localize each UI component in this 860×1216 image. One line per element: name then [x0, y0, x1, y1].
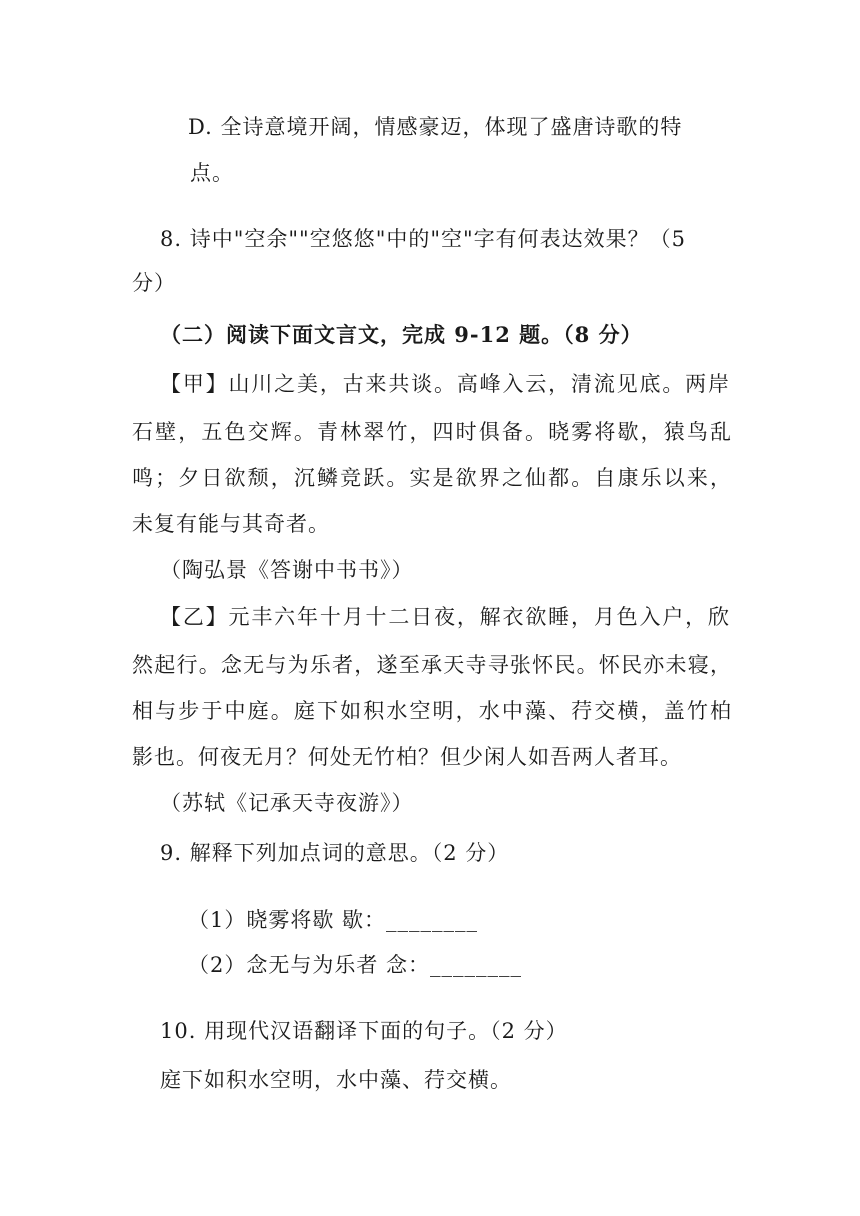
section-2-heading: （二）阅读下面文言文，完成 9-12 题。（8 分） — [160, 322, 643, 347]
passage-yi-line-3: 相与步于中庭。庭下如积水空明，水中藻、荇交横，盖竹柏 — [132, 699, 732, 723]
passage-yi-line-1: 【乙】元丰六年十月十二日夜，解衣欲睡，月色入户，欣 — [160, 605, 730, 629]
passage-jia-line-3: 鸣；夕日欲颓，沉鳞竞跃。实是欲界之仙都。自康乐以来， — [132, 466, 732, 490]
question-9-prompt: 9. 解释下列加点词的意思。（2 分） — [160, 841, 510, 865]
passage-yi-line-4: 影也。何夜无月？何处无竹柏？但少闲人如吾两人者耳。 — [132, 745, 682, 769]
passage-yi-source: （苏轼《记承天寺夜游》） — [160, 791, 414, 815]
passage-jia-line-1: 【甲】山川之美，古来共谈。高峰入云，清流见底。两岸 — [160, 372, 730, 396]
option-d-line-1: D. 全诗意境开阔，情感豪迈，体现了盛唐诗歌的特 — [188, 115, 683, 139]
question-10-sentence: 庭下如积水空明，水中藻、荇交横。 — [160, 1068, 512, 1092]
passage-yi-line-2: 然起行。念无与为乐者，遂至承天寺寻张怀民。怀民亦未寝， — [132, 653, 732, 677]
option-d-line-2: 点。 — [190, 161, 234, 185]
question-8-line-2: 分） — [132, 271, 176, 295]
question-9-item-1: （1）晓雾将歇 歇：________ — [188, 908, 479, 932]
question-10-prompt: 10. 用现代汉语翻译下面的句子。（2 分） — [160, 1019, 568, 1043]
question-8-line-1: 8. 诗中"空余""空悠悠"中的"空"字有何表达效果？（5 — [160, 227, 687, 251]
passage-jia-line-4: 未复有能与其奇者。 — [132, 512, 330, 536]
question-9-item-2: （2）念无与为乐者 念：________ — [188, 953, 523, 977]
passage-jia-source: （陶弘景《答谢中书书》） — [160, 558, 414, 582]
passage-jia-line-2: 石壁，五色交辉。青林翠竹，四时俱备。晓雾将歇，猿鸟乱 — [132, 420, 732, 444]
